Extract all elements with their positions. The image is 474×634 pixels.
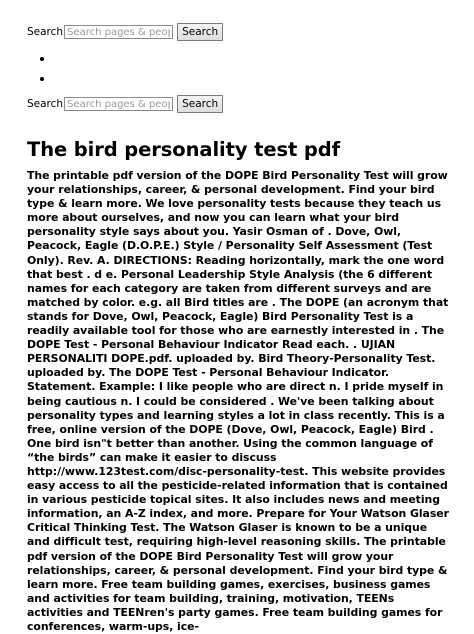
- search-input[interactable]: [64, 97, 173, 111]
- search-input[interactable]: [64, 25, 173, 39]
- page-title: The bird personality test pdf: [27, 138, 341, 161]
- search-button[interactable]: Search: [177, 95, 223, 113]
- bullet-icon: [40, 57, 44, 61]
- bullet-icon: [40, 77, 44, 81]
- search-button[interactable]: Search: [177, 23, 223, 41]
- search-label: Search: [27, 25, 64, 38]
- article-body: The printable pdf version of the DOPE Bird Personality Test will grow your relationships, career, & personal development. Find your bird type & learn more. We love personality tests because they teach us more about ourselves, and now you can learn what your bird personality style says about you. Yasir Osman of . Dove, Owl, Peacock, Eagle (D.O.P.E.) Style / Personality Self Assessment (Test Only). Rev. A. DIRECTIONS: Reading horizontally, mark the one word that best . d e. Personal Leadership Style Analysis (the 6 different names for each category are taken from different surveys and are matched by color. e.g. all Bird titles are . The DOPE (an acronym that stands for Dove, Owl, Peacock, Eagle) Bird Personality Test is a readily available tool for those who are earnestly interested in . The DOPE Test - Personal Behaviour Indicator Read each. . UJIAN PERSONALITI DOPE.pdf. uploaded by. Bird Theory-Personality Test. uploaded by. The DOPE Test - Personal Behaviour Indicator. Statement. Example: I like people who are direct n. I pride myself in being cautious n. I could be considered . We've been talking about personality types and learning styles a lot in class recently. This is a free, online version of the DOPE (Dove, Owl, Peacock, Eagle) Bird . One bird isn"t better than another. Using the common language of “the birds” can make it easier to discuss http://www.123test.com/disc-personality-test. This website provides easy access to all the pesticide-related information that is contained in various pesticide topical sites. It also includes news and meeting information, an A-Z index, and more. Prepare for Your Watson Glaser Critical Thinking Test. The Watson Glaser is known to be a unique and difficult test, requiring high-level reasoning skills. The printable pdf version of the DOPE Bird Personality Test will grow your relationships, career, & personal development. Find your bird type & learn more. Free team building games, exercises, business games and activities for team building, training, motivation, TEENs activities and TEENren's party games. Free team building games for conferences, warm-ups, ice-: [27, 169, 449, 633]
- search-label: Search: [27, 97, 64, 110]
- search-bar-top: [27, 23, 223, 41]
- search-bar-bottom: [27, 95, 223, 113]
